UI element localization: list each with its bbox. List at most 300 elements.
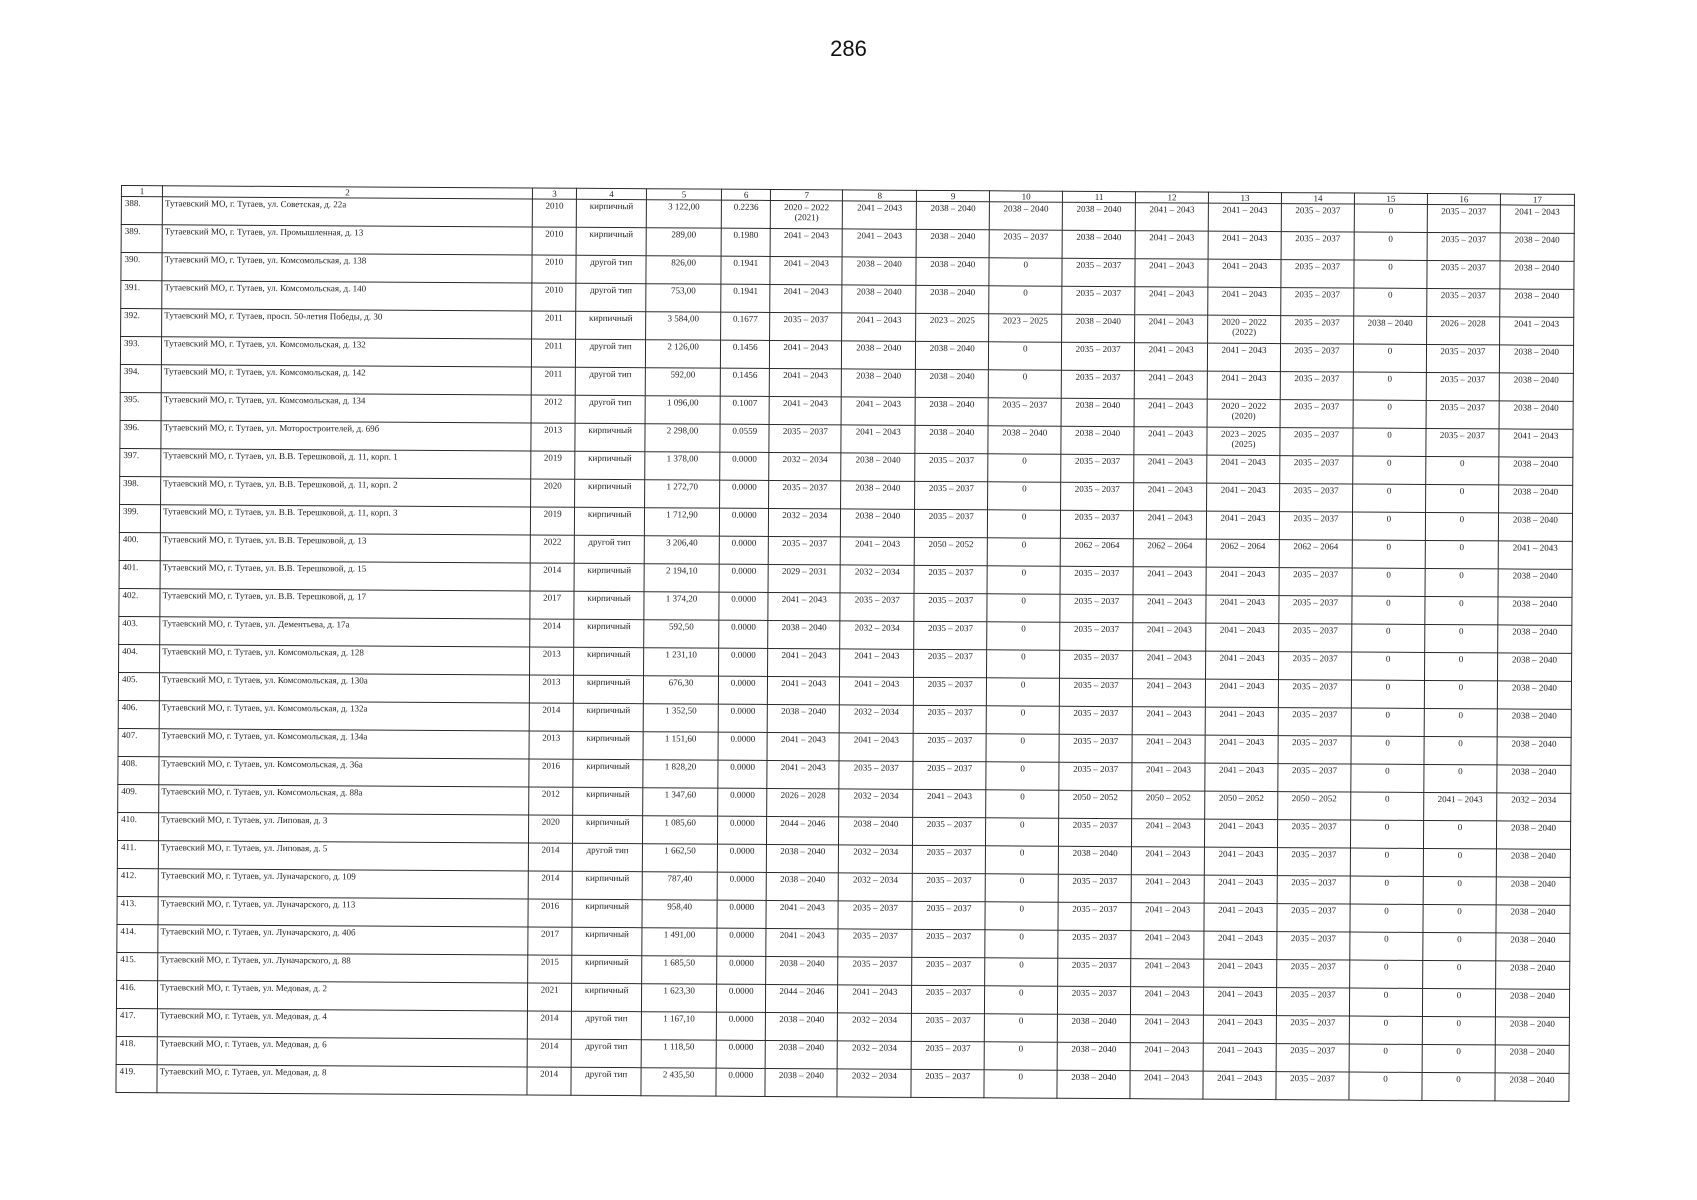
table-cell: 2035 – 2037 <box>913 705 986 733</box>
table-cell: 2035 – 2037 <box>1281 260 1354 288</box>
table-cell: 0 <box>1423 932 1496 960</box>
table-cell: 0 <box>1425 484 1498 512</box>
table-cell: 2038 – 2040 <box>765 1040 837 1068</box>
column-number: 16 <box>1427 193 1500 204</box>
table-cell: 0.0000 <box>717 844 766 872</box>
table-cell: 2041 – 2043 <box>769 396 841 424</box>
table-cell: 0 <box>1352 596 1425 624</box>
table-cell: 0.0000 <box>718 676 767 704</box>
table-cell: 0 <box>1424 680 1497 708</box>
table-cell: 2038 – 2040 <box>1497 681 1571 709</box>
table-cell: 0.1980 <box>721 228 770 256</box>
table-cell: 2035 – 2037 <box>1276 1072 1349 1100</box>
table-cell: 2017 <box>528 927 572 955</box>
table-cell: 3 206,40 <box>644 536 719 564</box>
table-cell: 289,00 <box>646 228 721 256</box>
table-cell: 2038 – 2040 <box>841 453 915 481</box>
table-cell: 2035 – 2037 <box>1062 342 1135 370</box>
table-cell: 0.0000 <box>717 872 766 900</box>
table-cell: 0.1941 <box>721 284 770 312</box>
table-cell: 2035 – 2037 <box>1279 624 1352 652</box>
table-cell: 2038 – 2040 <box>766 956 838 984</box>
table-cell: 2041 – 2043 <box>1206 623 1279 651</box>
table-cell: 2038 – 2040 <box>767 844 839 872</box>
table-cell: 2035 – 2037 <box>1281 204 1354 232</box>
row-number: 419. <box>116 1064 157 1092</box>
table-cell: 2041 – 2043 <box>1205 819 1278 847</box>
table-cell: 2035 – 2037 <box>1277 932 1350 960</box>
table-cell: 2035 – 2037 <box>1427 260 1500 288</box>
address-cell: Тутаевский МО, г. Тутаев, ул. Луначарского, д. 113 <box>158 897 528 927</box>
table-cell: 2038 – 2040 <box>1058 846 1131 874</box>
table-cell: 1 347,60 <box>643 788 718 816</box>
table-cell: 3 122,00 <box>646 200 721 228</box>
table-cell: 2041 – 2043 <box>840 649 914 677</box>
table-cell: 2035 – 2037 <box>770 312 842 340</box>
table-cell: кирпичный <box>576 311 646 339</box>
table-cell: 2050 – 2052 <box>914 537 987 565</box>
table-cell: 2038 – 2040 <box>841 509 915 537</box>
row-number: 395. <box>120 392 161 420</box>
table-cell: 2035 – 2037 <box>912 985 985 1013</box>
table-cell: 2023 – 2025 <box>989 314 1062 342</box>
table-cell: 0 <box>1351 708 1424 736</box>
table-cell: 2041 – 2043 <box>1205 763 1278 791</box>
table-cell: 0 <box>986 818 1059 846</box>
table-cell: 0.0000 <box>720 480 769 508</box>
table-cell: 0 <box>985 902 1058 930</box>
table-cell: 2038 – 2040 <box>842 341 916 369</box>
table-cell: 2035 – 2037 <box>1280 484 1353 512</box>
table-cell: 2038 – 2040 <box>1496 933 1570 961</box>
address-cell: Тутаевский МО, г. Тутаев, ул. Медовая, д. 8 <box>157 1065 527 1095</box>
table-cell: 0 <box>1351 652 1424 680</box>
table-cell: 2017 <box>530 591 574 619</box>
table-cell: 2015 <box>528 955 572 983</box>
table-cell: 1 118,50 <box>641 1040 716 1068</box>
table-cell: 2038 – 2040 <box>842 257 916 285</box>
address-cell: Тутаевский МО, г. Тутаев, ул. Комсомольская, д. 142 <box>161 365 531 395</box>
table-cell: кирпичный <box>576 227 646 255</box>
table-cell: 2035 – 2037 <box>1279 596 1352 624</box>
table-cell: 2020 – 2022 (2022) <box>1208 315 1281 343</box>
row-number: 400. <box>119 532 160 560</box>
table-cell: 1 712,90 <box>644 508 719 536</box>
table-cell: 2035 – 2037 <box>1280 456 1353 484</box>
table-cell: кирпичный <box>576 199 646 227</box>
table-cell: 0 <box>988 370 1061 398</box>
table-cell: 0 <box>1425 624 1498 652</box>
table-cell: 2062 – 2064 <box>1279 540 1352 568</box>
table-cell: 2 194,10 <box>644 564 719 592</box>
table-cell: 0 <box>1425 568 1498 596</box>
table-cell: 2026 – 2028 <box>1427 316 1500 344</box>
table-cell: 2032 – 2034 <box>839 705 913 733</box>
table-cell: 2014 <box>530 563 574 591</box>
table-cell: 0 <box>1423 876 1496 904</box>
table-cell: 0 <box>1350 904 1423 932</box>
table-cell: 0.0000 <box>717 984 766 1012</box>
table-cell: 2041 – 2043 <box>840 677 914 705</box>
address-cell: Тутаевский МО, г. Тутаев, ул. Медовая, д. 6 <box>157 1037 527 1067</box>
table-cell: 0 <box>1422 1016 1495 1044</box>
table-cell: 2041 – 2043 <box>1133 567 1206 595</box>
table-cell: 2035 – 2037 <box>1060 678 1133 706</box>
table-cell: 2041 – 2043 <box>1135 231 1208 259</box>
table-cell: 2041 – 2043 <box>1500 205 1574 233</box>
table-cell: 2041 – 2043 <box>1204 847 1277 875</box>
row-number: 407. <box>118 728 159 756</box>
row-number: 388. <box>121 197 162 225</box>
table-cell: 0 <box>1424 736 1497 764</box>
table-cell: 2041 – 2043 <box>1205 707 1278 735</box>
table-cell: 0 <box>987 566 1060 594</box>
table-cell: 2035 – 2037 <box>1058 874 1131 902</box>
table-cell: 2038 – 2040 <box>1498 569 1572 597</box>
table-cell: 2038 – 2040 <box>1497 737 1571 765</box>
table-cell: 2035 – 2037 <box>1278 820 1351 848</box>
table-cell: 2035 – 2037 <box>1278 680 1351 708</box>
table-cell: 0 <box>1353 484 1426 512</box>
table-cell: 2035 – 2037 <box>915 453 988 481</box>
table-cell: 0.0000 <box>718 760 767 788</box>
table-cell: 2041 – 2043 <box>1203 1043 1276 1071</box>
table-cell: 0.0000 <box>719 564 768 592</box>
table-cell: 2038 – 2040 <box>1500 261 1574 289</box>
table-cell: 2038 – 2040 <box>1354 316 1427 344</box>
table-cell: 2 435,50 <box>641 1068 716 1096</box>
table-cell: 2041 – 2043 <box>1134 427 1207 455</box>
table-cell: 2038 – 2040 <box>1496 961 1570 989</box>
table-cell: 0.0000 <box>717 900 766 928</box>
table-cell: 2022 <box>530 535 574 563</box>
table-cell: 2035 – 2037 <box>1281 288 1354 316</box>
table-cell: 2019 <box>530 507 574 535</box>
table-cell: 2035 – 2037 <box>1281 232 1354 260</box>
table-cell: 2035 – 2037 <box>912 1013 985 1041</box>
table-cell: 0 <box>1353 372 1426 400</box>
table-cell: 2041 – 2043 <box>841 397 915 425</box>
table-cell: 2035 – 2037 <box>1426 428 1499 456</box>
table-cell: 2041 – 2043 <box>1499 317 1573 345</box>
table-cell: 2032 – 2034 <box>1497 793 1571 821</box>
table-cell: 2041 – 2043 <box>768 676 840 704</box>
table-cell: 2041 – 2043 <box>1134 371 1207 399</box>
table-cell: 2014 <box>528 871 572 899</box>
table-cell: 2062 – 2064 <box>1133 539 1206 567</box>
table-cell: 2041 – 2043 <box>1207 483 1280 511</box>
table-cell: 2014 <box>529 703 573 731</box>
address-cell: Тутаевский МО, г. Тутаев, ул. Комсомольская, д. 130а <box>159 673 529 703</box>
table-cell: другой тип <box>573 843 643 871</box>
table-cell: 0 <box>1426 456 1499 484</box>
address-cell: Тутаевский МО, г. Тутаев, ул. Комсомольская, д. 134 <box>161 393 531 423</box>
table-cell: 2041 – 2043 <box>1130 1015 1203 1043</box>
column-number: 12 <box>1136 192 1209 203</box>
table-cell: 0 <box>1422 1044 1495 1072</box>
table-cell: 2 298,00 <box>645 424 720 452</box>
address-cell: Тутаевский МО, г. Тутаев, ул. Медовая, д. 2 <box>158 981 528 1011</box>
table-cell: 0 <box>1351 736 1424 764</box>
table-cell: 2041 – 2043 <box>1204 987 1277 1015</box>
table-cell: 2013 <box>529 731 573 759</box>
table-cell: 2021 <box>527 983 571 1011</box>
row-number: 409. <box>118 784 159 812</box>
table-cell: 2035 – 2037 <box>1061 370 1134 398</box>
table-cell: 2038 – 2040 <box>1495 1017 1569 1045</box>
table-cell: 2035 – 2037 <box>1279 568 1352 596</box>
table-cell: 2035 – 2037 <box>913 845 986 873</box>
table-cell: 2013 <box>531 423 575 451</box>
table-cell: 2041 – 2043 <box>1134 483 1207 511</box>
table-cell: 1 491,00 <box>642 928 717 956</box>
table-cell: 2035 – 2037 <box>769 536 841 564</box>
table-cell: 0 <box>987 678 1060 706</box>
table-cell: 2041 – 2043 <box>1130 1071 1203 1099</box>
table-cell: 2035 – 2037 <box>989 230 1062 258</box>
table-cell: 2038 – 2040 <box>916 257 989 285</box>
table-cell: 0 <box>1423 848 1496 876</box>
table-cell: 0 <box>986 762 1059 790</box>
table-cell: 2020 <box>529 815 573 843</box>
table-cell: кирпичный <box>573 731 643 759</box>
table-cell: 2032 – 2034 <box>840 565 914 593</box>
row-number: 403. <box>119 616 160 644</box>
table-cell: кирпичный <box>572 955 642 983</box>
address-cell: Тутаевский МО, г. Тутаев, ул. Луначарского, д. 40б <box>158 925 528 955</box>
table-cell: 2035 – 2037 <box>1059 734 1132 762</box>
table-cell: 2035 – 2037 <box>911 1041 984 1069</box>
table-cell: 2038 – 2040 <box>1496 877 1570 905</box>
table-cell: 0.0000 <box>719 592 768 620</box>
table-cell: 0 <box>1354 204 1427 232</box>
table-cell: 1 374,20 <box>644 592 719 620</box>
table-cell: 2035 – 2037 <box>1061 454 1134 482</box>
table-cell: 0.0000 <box>719 620 768 648</box>
table-cell: 2041 – 2043 <box>913 789 986 817</box>
table-cell: 2041 – 2043 <box>1134 455 1207 483</box>
table-cell: 2041 – 2043 <box>768 648 840 676</box>
table-cell: 2032 – 2034 <box>838 1013 912 1041</box>
table-cell: 2035 – 2037 <box>1061 482 1134 510</box>
table-cell: 2035 – 2037 <box>1277 848 1350 876</box>
table-cell: 2041 – 2043 <box>1133 651 1206 679</box>
table-cell: 0 <box>1422 988 1495 1016</box>
table-cell: 2041 – 2043 <box>1133 511 1206 539</box>
table-cell: 2032 – 2034 <box>769 452 841 480</box>
table-cell: 2032 – 2034 <box>837 1041 911 1069</box>
row-number: 418. <box>116 1036 157 1064</box>
table-cell: 2035 – 2037 <box>1280 428 1353 456</box>
table-cell: 2041 – 2043 <box>839 733 913 761</box>
table-cell: 2029 – 2031 <box>768 564 840 592</box>
column-number: 9 <box>917 190 990 201</box>
table-cell: 2038 – 2040 <box>842 369 916 397</box>
address-cell: Тутаевский МО, г. Тутаев, ул. В.В. Терешковой, д. 11, корп. 3 <box>160 505 530 535</box>
table-cell: 2041 – 2043 <box>1132 735 1205 763</box>
row-number: 397. <box>120 448 161 476</box>
column-number: 2 <box>163 186 533 199</box>
address-cell: Тутаевский МО, г. Тутаев, ул. Моторостроителей, д. 69б <box>161 421 531 451</box>
table-cell: 2035 – 2037 <box>1280 344 1353 372</box>
table-cell: 2041 – 2043 <box>1207 371 1280 399</box>
table-cell: 2035 – 2037 <box>1276 988 1349 1016</box>
table-cell: 2038 – 2040 <box>916 341 989 369</box>
table-cell: 2041 – 2043 <box>842 313 916 341</box>
table-cell: 2041 – 2043 <box>1132 763 1205 791</box>
table-cell: другой тип <box>576 283 646 311</box>
table-cell: 0.1941 <box>721 256 770 284</box>
row-number: 406. <box>118 700 159 728</box>
table-cell: 2038 – 2040 <box>839 817 913 845</box>
table-cell: 2035 – 2037 <box>1281 316 1354 344</box>
table-cell: 2038 – 2040 <box>1057 1042 1130 1070</box>
table-cell: 2041 – 2043 <box>1132 707 1205 735</box>
table-cell: 0 <box>1354 232 1427 260</box>
table-cell: 0 <box>988 510 1061 538</box>
row-number: 408. <box>118 756 159 784</box>
address-cell: Тутаевский МО, г. Тутаев, ул. В.В. Терешковой, д. 15 <box>160 561 530 591</box>
table-cell: другой тип <box>574 535 644 563</box>
table-cell: 2038 – 2040 <box>1496 821 1570 849</box>
table-cell: 2035 – 2037 <box>914 593 987 621</box>
table-cell: 2038 – 2040 <box>917 201 990 229</box>
table-cell: 0 <box>987 594 1060 622</box>
row-number: 402. <box>119 588 160 616</box>
table-cell: 1 096,00 <box>645 396 720 424</box>
table-cell: 2041 – 2043 <box>1498 541 1572 569</box>
table-cell: 2035 – 2037 <box>1059 706 1132 734</box>
table-cell: 2041 – 2043 <box>1204 931 1277 959</box>
table-cell: 2038 – 2040 <box>1062 230 1135 258</box>
table-cell: 2016 <box>528 899 572 927</box>
table-cell: 2035 – 2037 <box>1059 818 1132 846</box>
table-cell: кирпичный <box>575 479 645 507</box>
table-cell: 2032 – 2034 <box>840 621 914 649</box>
table-cell: 2035 – 2037 <box>911 1069 984 1097</box>
table-cell: 2035 – 2037 <box>1279 652 1352 680</box>
table-cell: 0 <box>1424 708 1497 736</box>
table-cell: 2035 – 2037 <box>1277 876 1350 904</box>
row-number: 410. <box>117 812 158 840</box>
table-cell: 0 <box>987 622 1060 650</box>
column-number: 10 <box>990 191 1063 202</box>
table-cell: 2041 – 2043 <box>1203 1071 1276 1099</box>
address-cell: Тутаевский МО, г. Тутаев, ул. Комсомольская, д. 128 <box>160 645 530 675</box>
table-cell: 2038 – 2040 <box>1497 765 1571 793</box>
table-cell: 2041 – 2043 <box>1208 259 1281 287</box>
table-cell: 2041 – 2043 <box>840 537 914 565</box>
table-cell: 2012 <box>531 395 575 423</box>
table-cell: 2041 – 2043 <box>1135 315 1208 343</box>
table-cell: 2041 – 2043 <box>1131 847 1204 875</box>
table-cell: 1 272,70 <box>645 480 720 508</box>
table-cell: 2038 – 2040 <box>1496 849 1570 877</box>
table-cell: 0 <box>1350 848 1423 876</box>
table-cell: 1 352,50 <box>643 704 718 732</box>
table-cell: 2012 <box>529 787 573 815</box>
table-cell: 0 <box>985 930 1058 958</box>
table-cell: 753,00 <box>646 284 721 312</box>
table-cell: 592,00 <box>645 368 720 396</box>
table-cell: 2041 – 2043 <box>1134 399 1207 427</box>
table-cell: 2041 – 2043 <box>1206 595 1279 623</box>
table-cell: 2044 – 2046 <box>767 816 839 844</box>
table-cell: 2032 – 2034 <box>839 845 913 873</box>
table-cell: 0 <box>1352 624 1425 652</box>
table-cell: 2038 – 2040 <box>1061 398 1134 426</box>
table-cell: 2035 – 2037 <box>1058 986 1131 1014</box>
table-cell: 2035 – 2037 <box>1060 650 1133 678</box>
table-cell: 2038 – 2040 <box>1498 485 1572 513</box>
table-cell: 0.0000 <box>718 788 767 816</box>
address-cell: Тутаевский МО, г. Тутаев, просп. 50-летия Победы, д. 30 <box>162 309 532 339</box>
row-number: 416. <box>116 980 157 1008</box>
address-cell: Тутаевский МО, г. Тутаев, ул. Липовая, д. 3 <box>159 813 529 843</box>
table-cell: 2035 – 2037 <box>840 593 914 621</box>
table-cell: 2038 – 2040 <box>767 872 839 900</box>
table-cell: 2011 <box>532 311 576 339</box>
table-cell: 2035 – 2037 <box>839 761 913 789</box>
table-cell: 2035 – 2037 <box>769 424 841 452</box>
table-cell: 2014 <box>530 619 574 647</box>
row-number: 393. <box>120 337 161 365</box>
table-cell: 0 <box>1425 596 1498 624</box>
table-cell: 2011 <box>531 367 575 395</box>
table-cell: другой тип <box>576 339 646 367</box>
table-cell: 2041 – 2043 <box>1131 903 1204 931</box>
table-cell: 0 <box>1422 1072 1495 1100</box>
table-cell: 0 <box>1423 820 1496 848</box>
table-cell: 2038 – 2040 <box>1498 513 1572 541</box>
table-cell: 2041 – 2043 <box>1131 875 1204 903</box>
table-cell: 2 126,00 <box>645 340 720 368</box>
table-cell: 0 <box>1351 680 1424 708</box>
table-cell: 0 <box>1352 540 1425 568</box>
row-number: 405. <box>118 672 159 700</box>
table-cell: 0 <box>988 454 1061 482</box>
table-cell: кирпичный <box>574 563 644 591</box>
table-cell: 2035 – 2037 <box>1058 902 1131 930</box>
table-cell: 2038 – 2040 <box>1499 345 1573 373</box>
table-cell: 2035 – 2037 <box>913 761 986 789</box>
table-cell: 2038 – 2040 <box>1498 625 1572 653</box>
table-cell: 2038 – 2040 <box>916 229 989 257</box>
table-cell: 2035 – 2037 <box>1280 372 1353 400</box>
table-cell: 2041 – 2043 <box>1499 429 1573 457</box>
table-cell: 1 151,60 <box>643 732 718 760</box>
table-cell: 2050 – 2052 <box>1205 791 1278 819</box>
table-cell: 2038 – 2040 <box>768 704 840 732</box>
table-cell: 2035 – 2037 <box>838 957 912 985</box>
table-cell: 2041 – 2043 <box>1204 903 1277 931</box>
table-cell: 0 <box>989 258 1062 286</box>
table-cell: 0 <box>1424 652 1497 680</box>
table-cell: 2041 – 2043 <box>767 760 839 788</box>
row-number: 414. <box>117 924 158 952</box>
table-cell: 2035 – 2037 <box>1278 736 1351 764</box>
table-cell: 0.2236 <box>721 200 770 228</box>
table-cell: 0 <box>1352 512 1425 540</box>
table-cell: 2035 – 2037 <box>913 733 986 761</box>
table-cell: 2041 – 2043 <box>1131 959 1204 987</box>
table-cell: 0 <box>987 650 1060 678</box>
table-cell: 0.0000 <box>718 816 767 844</box>
table-cell: 2013 <box>530 647 574 675</box>
column-number: 11 <box>1063 191 1136 202</box>
table-cell: 2062 – 2064 <box>1060 538 1133 566</box>
table-cell: 2035 – 2037 <box>1280 400 1353 428</box>
